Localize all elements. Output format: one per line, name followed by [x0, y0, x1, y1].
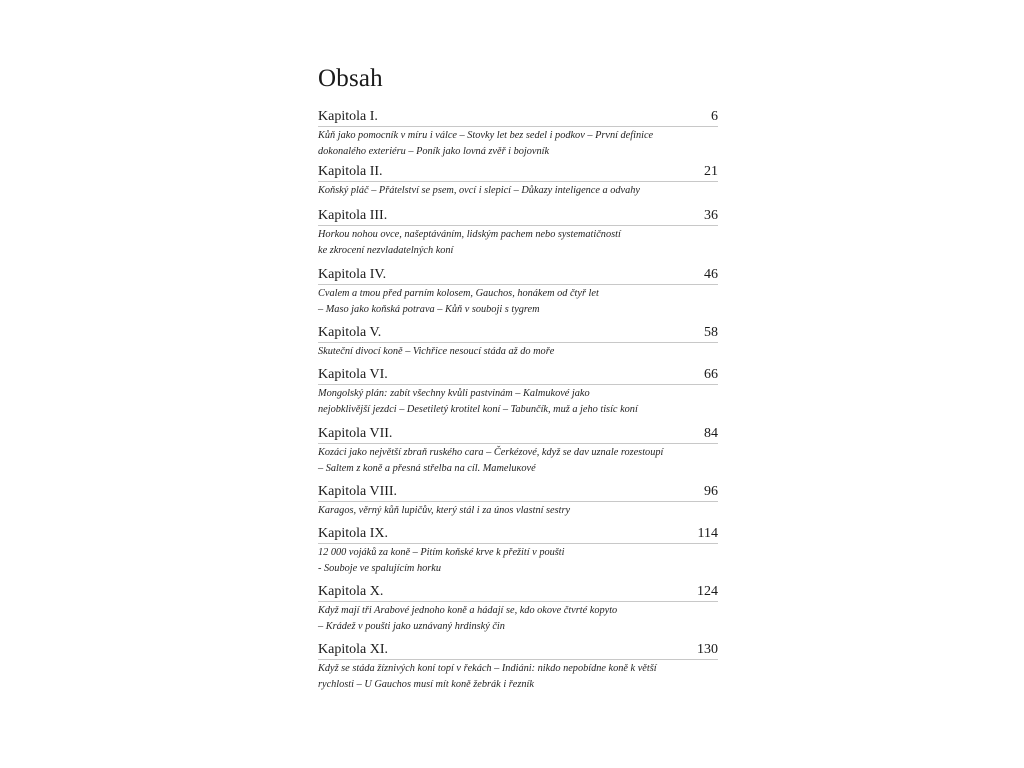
toc-entry-header [318, 425, 718, 444]
toc-entry [318, 525, 718, 583]
chapter-title: Kapitola VIII. [318, 484, 398, 499]
chapter-page-number: 58 [704, 325, 718, 340]
chapter-description: Když mají tři Arabové jednoho koně a hádají se, kdo okove čtvrté kopyto – Krádež v poušti jako uznávaný hrdinský čin [318, 605, 618, 632]
chapter-page-number: 36 [704, 208, 718, 223]
chapter-page-number: 21 [704, 164, 718, 179]
toc-entry-header [318, 641, 718, 660]
toc-entry [318, 266, 718, 324]
toc-entry [318, 483, 718, 525]
toc-entry [318, 207, 718, 266]
chapter-title: Kapitola IV. [318, 267, 387, 282]
chapter-page-number: 66 [704, 367, 718, 382]
chapter-description: Cvalem a tmou před parním kolosem, Gauchos, honákem od čtyř let – Maso jako koňská potrava – Kůň v souboji s tygrem [318, 288, 599, 315]
chapter-page-number: 130 [697, 642, 718, 657]
chapter-description: Mongolský plán: zabít všechny kvůli pastvinám – Kalmukové jako nejobklivější jezdci – Desetiletý krotitel koní – Tabunčík, muž a jeho tisíc koní [318, 388, 638, 415]
chapter-page-number: 46 [704, 267, 718, 282]
chapter-title: Kapitola V. [318, 325, 382, 340]
chapter-page-number: 84 [704, 426, 718, 441]
toc-entry [318, 366, 718, 425]
toc-entry-header [318, 483, 718, 502]
toc-entry [318, 425, 718, 483]
chapter-description: Kůň jako pomocník v míru i válce – Stovky let bez sedel i podkov – První definice dokonalého exteriéru – Poník jako lovná zvěř i bojovník [318, 130, 654, 157]
chapter-title: Kapitola III. [318, 208, 388, 223]
toc-entry [318, 324, 718, 366]
chapter-title: Kapitola X. [318, 584, 384, 599]
chapter-title: Kapitola XI. [318, 642, 388, 657]
chapter-description: Kozáci jako největší zbraň ruského cara – Čerkézové, když se dav uznale rozestoupí – Saltem z koně a přesná střelba na cíl. Mameluκové [318, 447, 664, 474]
toc-entry [318, 641, 718, 693]
toc-entry [318, 108, 718, 163]
page-title: Obsah [318, 65, 383, 92]
toc-entry-header [318, 163, 718, 182]
table-of-contents [318, 64, 718, 693]
chapter-title: Kapitola II. [318, 164, 383, 179]
chapter-description: 12 000 vojáků za koně – Pitím koňské krve k přežití v poušti - Souboje ve spalujícím horku [318, 547, 565, 574]
chapter-description: Koňský pláč – Přátelství se psem, ovcí i slepicí – Důkazy inteligence a odvahy [318, 185, 640, 196]
toc-entry-header [318, 525, 718, 544]
toc-entry-header [318, 366, 718, 385]
toc-entry [318, 163, 718, 207]
chapter-page-number: 96 [704, 484, 718, 499]
chapter-description: Skuteční divocí koně – Vichřice nesoucí stáda až do moře [318, 346, 555, 357]
toc-entry-header [318, 207, 718, 226]
chapter-title: Kapitola I. [318, 109, 378, 124]
chapter-description: Když se stáda žíznivých koní topí v řekách – Indiáni: nikdo nepobídne koně k větší rychlosti – U Gauchos musí mít koně žebrák i řezník [318, 663, 657, 690]
toc-entry [318, 583, 718, 641]
chapter-page-number: 6 [711, 109, 718, 124]
chapter-description: Karagos, věrný kůň lupičův, který stál i za únos vlastní sestry [318, 505, 571, 516]
chapter-page-number: 114 [697, 526, 718, 541]
chapter-title: Kapitola VI. [318, 367, 388, 382]
chapter-page-number: 124 [697, 584, 718, 599]
chapter-title: Kapitola IX. [318, 526, 388, 541]
toc-entry-header [318, 583, 718, 602]
toc-entry-header [318, 108, 718, 127]
toc-entry-header [318, 324, 718, 343]
chapter-title: Kapitola VII. [318, 426, 393, 441]
chapter-description: Horkou nohou ovce, našeptáváním, lidským pachem nebo systematičností ke zkrocení nezvladatelných koní [318, 229, 621, 256]
toc-entry-header [318, 266, 718, 285]
